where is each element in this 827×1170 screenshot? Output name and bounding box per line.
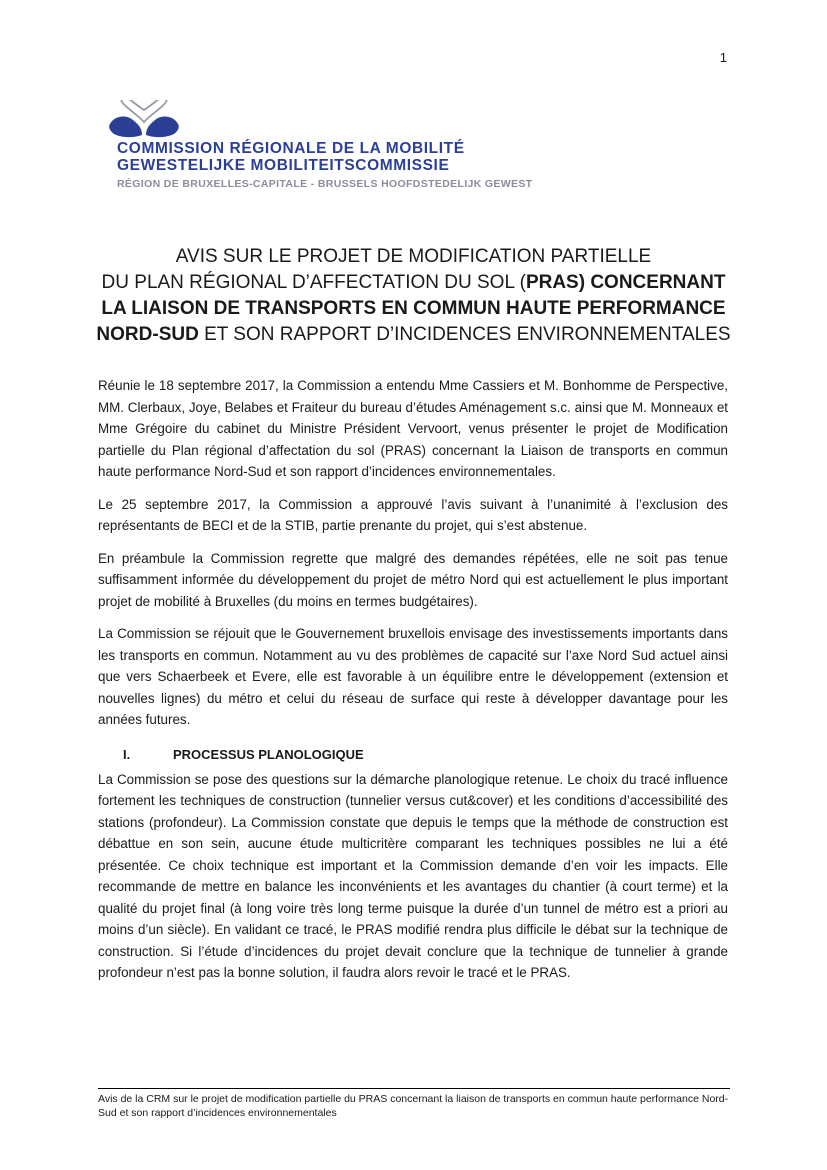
paragraph: Le 25 septembre 2017, la Commission a approuvé l’avis suivant à l’unanimité à l’exclusion des représentants de BECI et de la STIB, partie prenante du projet, qui s’est abstenue. [98,496,728,533]
crm-heart-logo-icon [108,100,180,142]
title-line: LA LIAISON DE TRANSPORTS EN COMMUN HAUTE PERFORMANCE [101,298,726,319]
section-heading [98,747,728,762]
section-number: I. [123,746,131,762]
paragraph: En préambule la Commission regrette que malgré des demandes répétées, elle ne soit pas tenue suffisamment informée du développement du projet de métro Nord qui est actuellement le plus important projet de mobilité à Bruxelles (du moins en termes budgétaires). [98,550,728,609]
title-line: AVIS SUR LE PROJET DE MODIFICATION PARTIELLE [175,246,652,267]
org-region: RÉGION DE BRUXELLES-CAPITALE - BRUSSELS HOOFDSTEDELIJK GEWEST [117,178,533,190]
document-title [60,244,767,348]
section-title: PROCESSUS PLANOLOGIQUE [173,746,364,762]
paragraph: Réunie le 18 septembre 2017, la Commission a entendu Mme Cassiers et M. Bonhomme de Perspective, MM. Clerbaux, Joye, Belabes et Fraiteur du bureau d’études Aménagement s.c. ainsi que M. Monneaux et Mme Grégoire du cabinet du Ministre Président Vervoort, venus présenter le projet de Modification partielle du Plan régional d’affectation du sol (PRAS) concernant la Liaison de transports en commun haute performance Nord-Sud et son rapport d’incidences environnementales. [98,378,728,479]
title-line: NORD-SUD ET SON RAPPORT D’INCIDENCES ENVIRONNEMENTALES [96,324,731,345]
page-footer: Avis de la CRM sur le projet de modification partielle du PRAS concernant la liaison de transports en commun haute performance Nord-Sud et son rapport d’incidences environnementales [98,1088,730,1120]
title-line: DU PLAN RÉGIONAL D’AFFECTATION DU SOL (PRAS) CONCERNANT [101,272,726,293]
page-number: 1 [719,50,727,65]
paragraph: La Commission se pose des questions sur la démarche planologique retenue. Le choix du tracé influence fortement les techniques de construction (tunnelier versus cut&cover) et les conditions d’accessibilité des stations (profondeur). La Commission constate que depuis le temps que la méthode de construction est débattue en son sein, aucune étude multicritère comparant les techniques possibles ne lui a été présentée. Ce choix technique est important et la Commission demande d’en voir les impacts. Elle recommande de mettre en balance les inconvénients et les avantages du chantier (à court terme) et la qualité du projet final (à long voire très long terme puisque la durée d’un tunnel de métro est a priori au moins d’un siècle). En validant ce tracé, le PRAS modifié rendra plus difficile le débat sur la technique de construction. Si l’étude d’incidences du projet devait conclure que la technique de tunnelier à grande profondeur n’est pas la bonne solution, il faudra alors revoir le tracé et le PRAS. [98,771,728,980]
document-body [98,375,728,995]
paragraph: La Commission se réjouit que le Gouvernement bruxellois envisage des investissements importants dans les transports en commun. Notamment au vu des problèmes de capacité sur l’axe Nord Sud actuel ainsi que vers Schaerbeek et Evere, elle est favorable à un équilibre entre le développement (extension et nouvelles lignes) du métro et celui du réseau de surface qui reste à développer davantage pour les années futures. [98,626,728,727]
org-name-fr: COMMISSION RÉGIONALE DE LA MOBILITÉ [117,140,465,157]
org-name-nl: GEWESTELIJKE MOBILITEITSCOMMISSIE [117,157,450,174]
crm-logo [108,100,578,195]
